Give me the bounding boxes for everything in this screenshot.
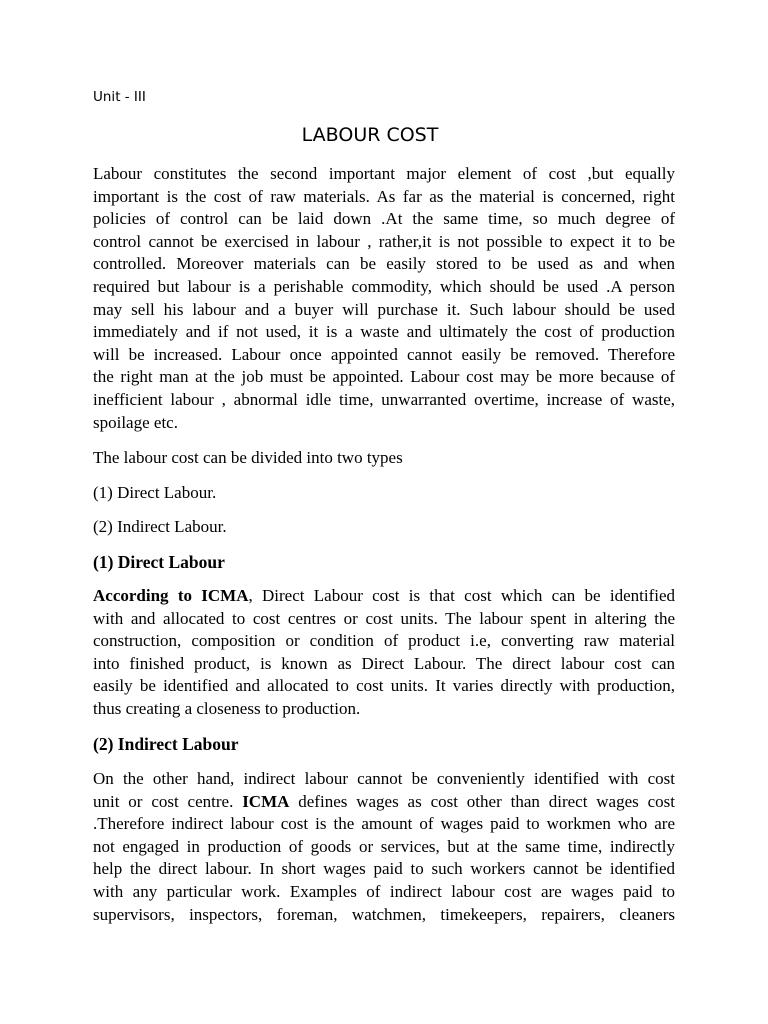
indirect-line: supervisors, inspectors, foreman, watchmen, timekeepers, repairers, cleaners bbox=[93, 904, 675, 924]
icma-reference: According to ICMA bbox=[93, 586, 249, 605]
document-page bbox=[93, 0, 675, 1024]
direct-line: into finished product, is known as Direct Labour. The direct labour cost can bbox=[93, 653, 675, 673]
intro-line: will be increased. Labour once appointed cannot easily be removed. Therefore bbox=[93, 344, 675, 364]
direct-labour-paragraph bbox=[93, 585, 675, 721]
intro-line: controlled. Moreover materials can be easily stored to be used as and when bbox=[93, 254, 675, 274]
indirect-line: unit or cost centre. ICMA defines wages as cost other than direct wages cost bbox=[93, 791, 675, 811]
indirect-line: with any particular work. Examples of indirect labour cost are wages paid to bbox=[93, 881, 675, 901]
type-item-indirect: (2) Indirect Labour. bbox=[93, 517, 227, 536]
indirect-line: not engaged in production of goods or services, but at the same time, indirectly bbox=[93, 836, 675, 856]
intro-line: control cannot be exercised in labour , rather,it is not possible to expect it to be bbox=[93, 231, 675, 251]
intro-line: policies of control can be laid down .At the same time, so much degree of bbox=[93, 209, 675, 229]
intro-line: spoilage etc. bbox=[93, 412, 178, 432]
direct-line: construction, composition or condition of product i.e, converting raw material bbox=[93, 631, 675, 651]
direct-line: easily be identified and allocated to cost units. It varies directly with production, bbox=[93, 676, 675, 696]
indirect-line: help the direct labour. In short wages paid to such workers cannot be identified bbox=[93, 859, 675, 879]
icma-reference: ICMA bbox=[242, 791, 290, 811]
types-intro: The labour cost can be divided into two types bbox=[93, 448, 403, 467]
page-title: LABOUR COST bbox=[301, 124, 439, 146]
direct-labour-heading: (1) Direct Labour bbox=[93, 552, 225, 572]
indirect-labour-paragraph bbox=[93, 768, 675, 926]
intro-line: required but labour is a perishable commodity, which should be used .A person bbox=[93, 276, 675, 296]
indirect-labour-heading: (2) Indirect Labour bbox=[93, 734, 239, 754]
intro-line: inefficient labour , abnormal idle time, unwarranted overtime, increase of waste, bbox=[93, 389, 675, 409]
intro-line: immediately and if not used, it is a waste and ultimately the cost of production bbox=[93, 322, 675, 342]
intro-line: Labour constitutes the second important major element of cost ,but equally bbox=[93, 164, 675, 183]
intro-line: the right man at the job must be appointed. Labour cost may be more because of bbox=[93, 367, 675, 387]
intro-paragraph bbox=[93, 163, 675, 434]
type-item-direct: (1) Direct Labour. bbox=[93, 483, 217, 502]
unit-label: Unit - III bbox=[93, 89, 146, 105]
intro-line: important is the cost of raw materials. As far as the material is concerned, right bbox=[93, 186, 675, 206]
indirect-line: .Therefore indirect labour cost is the amount of wages paid to workmen who are bbox=[93, 814, 675, 834]
direct-line: thus creating a closeness to production. bbox=[93, 698, 361, 718]
indirect-line: On the other hand, indirect labour cannot be conveniently identified with cost bbox=[93, 769, 675, 788]
direct-line: with and allocated to cost centres or cost units. The labour spent in altering the bbox=[93, 608, 675, 628]
intro-line: may sell his labour and a buyer will purchase it. Such labour should be used bbox=[93, 299, 675, 319]
direct-line: According to ICMA, Direct Labour cost is that cost which can be identified bbox=[93, 586, 675, 605]
